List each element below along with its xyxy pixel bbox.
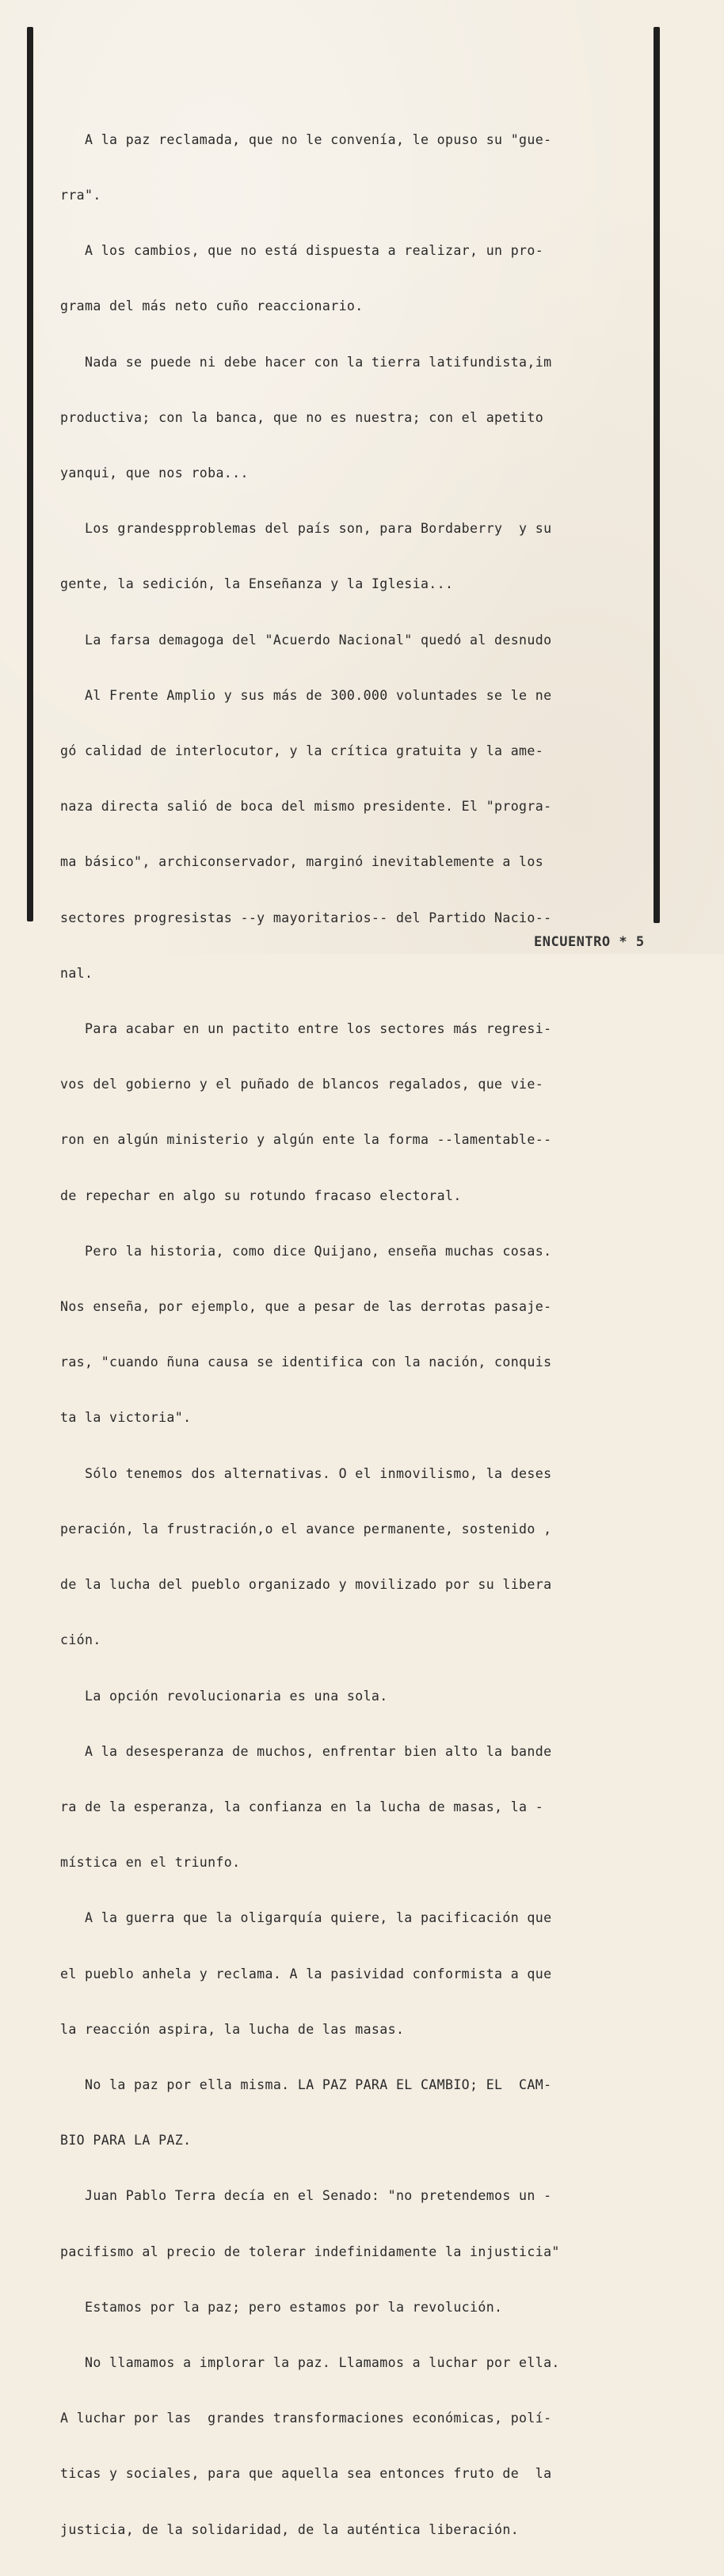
text-line: Pero la historia, como dice Quijano, enseña muchas cosas. <box>60 1243 552 1259</box>
text-line: Sólo tenemos dos alternativas. O el inmovilismo, la deses <box>60 1465 552 1481</box>
text-line: gó calidad de interlocutor, y la crítica gratuita y la ame- <box>60 743 544 759</box>
text-line: BIO PARA LA PAZ. <box>60 2133 192 2149</box>
right-margin-rule <box>654 27 660 923</box>
text-line: ta la victoria". <box>60 1410 192 1426</box>
text-line: naza directa salió de boca del mismo presidente. El "progra- <box>60 799 552 815</box>
text-line: el pueblo anhela y reclama. A la pasividad conformista a que <box>60 1966 552 1981</box>
text-line: peración, la frustración,o el avance permanente, sostenido , <box>60 1521 552 1537</box>
text-line: A la paz reclamada, que no le convenía, le opuso su "gue- <box>60 131 552 147</box>
text-line: justicia, de la solidaridad, de la auténtica liberación. <box>60 2521 520 2537</box>
text-line: ticas y sociales, para que aquella sea entonces fruto de la <box>60 2466 552 2482</box>
text-line: A la desesperanza de muchos, enfrentar bien alto la bande <box>60 1743 552 1759</box>
text-line: Los grandespproblemas del país son, para Bordaberry y su <box>60 521 552 537</box>
text-line: de repechar en algo su rotundo fracaso electoral. <box>60 1187 462 1203</box>
left-margin-rule <box>27 27 33 921</box>
text-line: ron en algún ministerio y algún ente la forma --lamentable-- <box>60 1132 552 1148</box>
text-line: Nos enseña, por ejemplo, que a pesar de las derrotas pasaje- <box>60 1299 552 1315</box>
text-line: mística en el triunfo. <box>60 1855 241 1871</box>
text-line: la reacción aspira, la lucha de las masas. <box>60 2021 405 2037</box>
text-line: No llamamos a implorar la paz. Llamamos a luchar por ella. <box>60 2354 560 2370</box>
text-line: ción. <box>60 1632 101 1648</box>
text-line: vos del gobierno y el puñado de blancos regalados, que vie- <box>60 1077 544 1092</box>
text-line: ma básico", archiconservador, marginó inevitablemente a los <box>60 854 544 870</box>
text-line: No la paz por ella misma. LA PAZ PARA EL CAMBIO; EL CAM- <box>60 2076 552 2092</box>
text-line: A la guerra que la oligarquía quiere, la pacificación que <box>60 1910 552 1926</box>
text-line: A luchar por las grandes transformaciones económicas, polí- <box>60 2411 552 2426</box>
body-text <box>60 93 646 2576</box>
text-line: grama del más neto cuño reaccionario. <box>60 298 364 314</box>
text-line: rra". <box>60 188 101 203</box>
text-line: La farsa demagoga del "Acuerdo Nacional" quedó al desnudo <box>60 632 552 648</box>
text-line: A los cambios, que no está dispuesta a realizar, un pro- <box>60 243 544 259</box>
text-line: Juan Pablo Terra decía en el Senado: "no pretendemos un - <box>60 2188 552 2204</box>
page-footer: ENCUENTRO * 5 <box>534 934 645 950</box>
text-line: pacifismo al precio de tolerar indefinidamente la injusticia" <box>60 2244 560 2259</box>
text-line: Para acabar en un pactito entre los sectores más regresi- <box>60 1021 552 1037</box>
text-line: sectores progresistas --y mayoritarios-- del Partido Nacio-- <box>60 910 552 925</box>
text-line: yanqui, que nos roba... <box>60 465 249 481</box>
text-line: de la lucha del pueblo organizado y movilizado por su libera <box>60 1577 552 1593</box>
text-line: La opción revolucionaria es una sola. <box>60 1688 388 1704</box>
text-line: nal. <box>60 965 93 981</box>
text-line: productiva; con la banca, que no es nuestra; con el apetito <box>60 409 544 425</box>
text-line: gente, la sedición, la Enseñanza y la Iglesia... <box>60 576 454 592</box>
text-line: ra de la esperanza, la confianza en la lucha de masas, la - <box>60 1799 544 1814</box>
text-line: Nada se puede ni debe hacer con la tierra latifundista,im <box>60 354 552 370</box>
text-line: Al Frente Amplio y sus más de 300.000 voluntades se le ne <box>60 687 552 703</box>
text-line: ras, "cuando ñuna causa se identifica con la nación, conquis <box>60 1354 552 1370</box>
text-line: Estamos por la paz; pero estamos por la revolución. <box>60 2299 503 2315</box>
